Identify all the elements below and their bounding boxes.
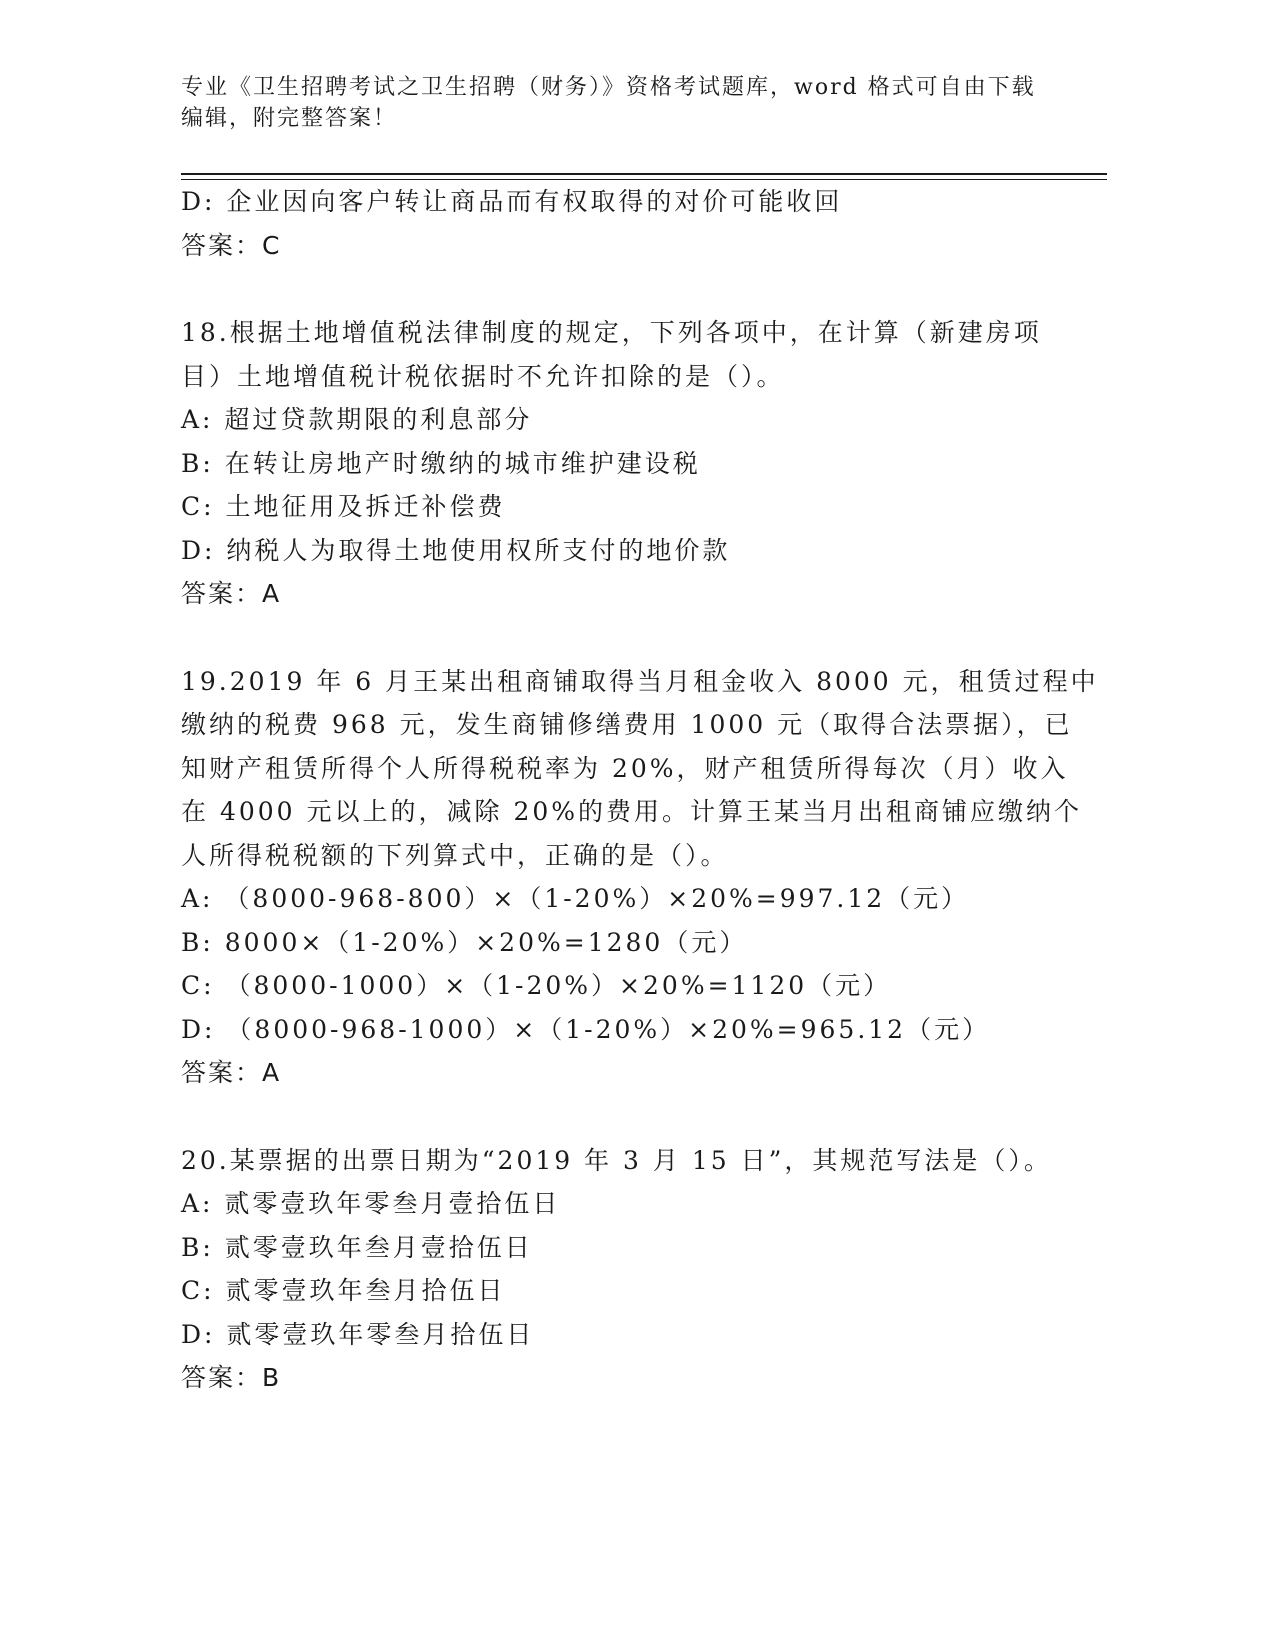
question-stem-line: 目）土地增值税计税依据时不允许扣除的是（）。	[181, 361, 785, 391]
option-d: D: （8000-968-1000）×（1-20%）×20%=965.12（元）	[181, 1014, 991, 1044]
question-content	[181, 180, 1099, 1400]
page-header: 专业《卫生招聘考试之卫生招聘（财务）》资格考试题库，word 格式可自由下载 编辑，附完整答案！	[181, 75, 1036, 131]
spacer	[181, 1095, 1061, 1139]
answer-label: 答案：	[181, 579, 263, 608]
question-stem-line: 缴纳的税费 968 元，发生商铺修缮费用 1000 元（取得合法票据），已	[181, 710, 1073, 739]
question-stem-line: 在 4000 元以上的，减除 20%的费用。计算王某当月出租商铺应缴纳个	[181, 797, 1083, 826]
answer-value: B	[262, 1363, 281, 1392]
option-b: B: 在转让房地产时缴纳的城市维护建设税	[181, 448, 701, 478]
answer-label: 答案：	[181, 1363, 263, 1392]
answer-label: 答案：	[181, 1058, 263, 1087]
spacer	[181, 616, 1061, 660]
question-19	[181, 660, 1099, 1095]
option-d: D: 纳税人为取得土地使用权所支付的地价款	[181, 535, 731, 565]
option-b: B: 贰零壹玖年叁月壹拾伍日	[181, 1232, 533, 1262]
question-18	[181, 311, 1061, 616]
option-c: C: 土地征用及拆迁补偿费	[181, 492, 506, 521]
option-a: A: 超过贷款期限的利息部分	[181, 405, 533, 434]
question-stem-line: 知财产租赁所得个人所得税税率为 20%，财产租赁所得每次（月）收入	[181, 753, 1069, 783]
header-rule-thick	[181, 173, 1107, 175]
answer-line	[181, 1051, 1061, 1095]
answer-label: 答案：	[181, 230, 263, 260]
option-a: A: （8000-968-800）×（1-20%）×20%=997.12（元）	[181, 884, 970, 913]
question-stem-line: 人所得税税额的下列算式中，正确的是（）。	[181, 840, 729, 870]
answer-value: C	[262, 230, 281, 260]
answer-line	[181, 572, 1061, 616]
answer-line	[181, 224, 1061, 268]
option-d: D: 贰零壹玖年零叁月拾伍日	[181, 1319, 535, 1349]
question-stem-line: 18.根据土地增值税法律制度的规定，下列各项中，在计算（新建房项	[181, 318, 1042, 347]
question-stem-line: 19.2019 年 6 月王某出租商铺取得当月租金收入 8000 元，租赁过程中	[181, 666, 1099, 696]
option-d: D: 企业因向客户转让商品而有权取得的对价可能收回	[181, 187, 843, 216]
option-b: B: 8000×（1-20%）×20%=1280（元）	[181, 927, 748, 957]
answer-value: A	[262, 1058, 281, 1087]
option-c: C: （8000-1000）×（1-20%）×20%=1120（元）	[181, 971, 892, 1000]
answer-line	[181, 1356, 1061, 1400]
previous-question-tail	[181, 180, 1061, 267]
spacer	[181, 267, 1061, 311]
option-c: C: 贰零壹玖年叁月拾伍日	[181, 1276, 506, 1305]
question-stem-line: 20.某票据的出票日期为“2019 年 3 月 15 日”，其规范写法是（）。	[181, 1145, 1052, 1175]
question-20	[181, 1139, 1061, 1400]
answer-value: A	[262, 579, 281, 608]
option-a: A: 贰零壹玖年零叁月壹拾伍日	[181, 1189, 561, 1218]
